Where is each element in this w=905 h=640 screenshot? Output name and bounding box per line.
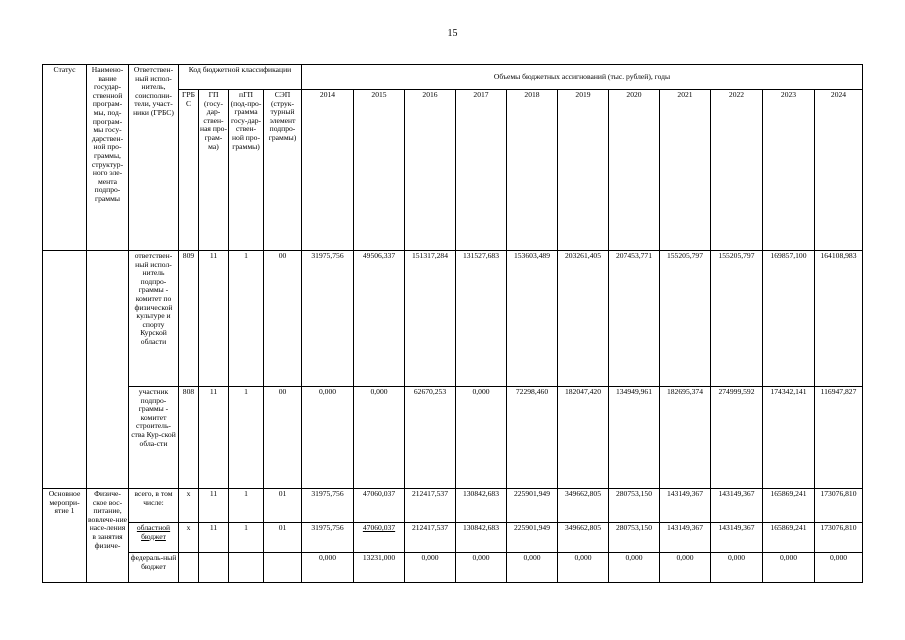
row-name <box>87 251 129 489</box>
header-year: 2023 <box>763 90 815 251</box>
header-code-grbs: ГРБ С <box>179 90 199 251</box>
row-gp: 11 <box>199 523 229 553</box>
header-code-pgp: пГП (под-про-грамма госу-дар-ствен-ной про-граммы) <box>229 90 264 251</box>
row-value: 169857,100 <box>763 251 815 387</box>
row-value: 212417,537 <box>405 523 456 553</box>
row-gp <box>199 553 229 583</box>
row-value: 0,000 <box>405 553 456 583</box>
row-value: 0,000 <box>354 387 405 489</box>
row-gp: 11 <box>199 251 229 387</box>
row-responsible: всего, в том числе: <box>129 489 179 523</box>
header-code-gp: ГП (госу-дар-ствен-ная про-грам-ма) <box>199 90 229 251</box>
row-pgp <box>229 553 264 583</box>
row-gp: 11 <box>199 489 229 523</box>
row-value: 0,000 <box>609 553 660 583</box>
header-code-sep: СЭП (струк-турный элемент подпро-граммы) <box>264 90 302 251</box>
row-value: 131527,683 <box>456 251 507 387</box>
row-value: 165869,241 <box>763 489 815 523</box>
row-pgp: 1 <box>229 489 264 523</box>
row-value: 0,000 <box>558 553 609 583</box>
row-sep: 01 <box>264 489 302 523</box>
row-value: 0,000 <box>815 553 863 583</box>
row-value: 155205,797 <box>660 251 711 387</box>
row-grbs: x <box>179 523 199 553</box>
table-row <box>43 523 863 553</box>
header-year: 2015 <box>354 90 405 251</box>
header-year: 2019 <box>558 90 609 251</box>
header-year: 2014 <box>302 90 354 251</box>
header-status: Статус <box>43 65 87 251</box>
row-value: 274999,592 <box>711 387 763 489</box>
row-value: 143149,367 <box>660 489 711 523</box>
row-value: 0,000 <box>302 387 354 489</box>
header-year: 2020 <box>609 90 660 251</box>
budget-table-wrapper <box>42 64 863 583</box>
header-row-1 <box>43 65 863 90</box>
row-value: 31975,756 <box>302 251 354 387</box>
row-value: 207453,771 <box>609 251 660 387</box>
header-volumes-group: Объемы бюджетных ассигнований (тыс. рублей), годы <box>302 65 863 90</box>
row-value: 349662,805 <box>558 489 609 523</box>
row-value: 0,000 <box>456 387 507 489</box>
row-value: 0,000 <box>302 553 354 583</box>
row-grbs: 808 <box>179 387 199 489</box>
row-responsible: федераль-ный бюджет <box>129 553 179 583</box>
row-gp: 11 <box>199 387 229 489</box>
row-pgp: 1 <box>229 523 264 553</box>
row-value: 49506,337 <box>354 251 405 387</box>
row-status <box>43 251 87 489</box>
row-name: Физиче-ское вос-питание, вовлече-ние насе-ления в занятия физиче- <box>87 489 129 583</box>
row-value: 47060,037 <box>354 489 405 523</box>
row-grbs <box>179 553 199 583</box>
row-value: 182695,374 <box>660 387 711 489</box>
row-responsible: участник подпро-граммы - комитет строитель-ства Кур-ской обла-сти <box>129 387 179 489</box>
row-value: 280753,150 <box>609 489 660 523</box>
row-value: 203261,405 <box>558 251 609 387</box>
row-sep <box>264 553 302 583</box>
row-value: 165869,241 <box>763 523 815 553</box>
row-value: 164108,983 <box>815 251 863 387</box>
row-value: 13231,000 <box>354 553 405 583</box>
row-value: 0,000 <box>507 553 558 583</box>
header-responsible: Ответствен-ный испол-нитель, соисполни-тели, участ-ники (ГРБС) <box>129 65 179 251</box>
row-value: 0,000 <box>456 553 507 583</box>
row-value: 225901,949 <box>507 523 558 553</box>
row-value: 0,000 <box>763 553 815 583</box>
row-value: 174342,141 <box>763 387 815 489</box>
header-year: 2022 <box>711 90 763 251</box>
row-responsible: областной бюджет <box>129 523 179 553</box>
row-value: 151317,284 <box>405 251 456 387</box>
row-value: 143149,367 <box>711 523 763 553</box>
row-value: 130842,683 <box>456 523 507 553</box>
table-row <box>43 553 863 583</box>
budget-table <box>42 64 863 583</box>
page-number: 15 <box>447 28 458 39</box>
header-year: 2018 <box>507 90 558 251</box>
row-status: Основное меропри-ятие 1 <box>43 489 87 583</box>
row-grbs: x <box>179 489 199 523</box>
header-name: Наимено-вание государ-ственной програм-мы, под-програм-мы госу-дарствен-ной про-граммы, структур-ного эле-мента подпро-граммы <box>87 65 129 251</box>
header-year: 2016 <box>405 90 456 251</box>
row-value: 173076,810 <box>815 523 863 553</box>
row-value: 173076,810 <box>815 489 863 523</box>
row-grbs: 809 <box>179 251 199 387</box>
table-row <box>43 387 863 489</box>
row-value: 116947,827 <box>815 387 863 489</box>
row-responsible: ответствен-ный испол-нитель подпро-граммы - комитет по физической культуре и спорту Курской области <box>129 251 179 387</box>
row-value: 153603,489 <box>507 251 558 387</box>
row-value: 130842,683 <box>456 489 507 523</box>
row-sep: 01 <box>264 523 302 553</box>
row-value: 72298,460 <box>507 387 558 489</box>
row-value: 0,000 <box>711 553 763 583</box>
row-value: 31975,756 <box>302 489 354 523</box>
row-value: 62670,253 <box>405 387 456 489</box>
row-value: 0,000 <box>660 553 711 583</box>
row-pgp: 1 <box>229 387 264 489</box>
row-sep: 00 <box>264 387 302 489</box>
row-value: 349662,805 <box>558 523 609 553</box>
row-value: 225901,949 <box>507 489 558 523</box>
row-sep: 00 <box>264 251 302 387</box>
row-pgp: 1 <box>229 251 264 387</box>
row-value: 134949,961 <box>609 387 660 489</box>
header-code-group: Код бюджетной классификации <box>179 65 302 90</box>
header-year: 2017 <box>456 90 507 251</box>
row-value: 143149,367 <box>660 523 711 553</box>
row-value: 31975,756 <box>302 523 354 553</box>
table-row <box>43 489 863 523</box>
row-value: 155205,797 <box>711 251 763 387</box>
row-value: 143149,367 <box>711 489 763 523</box>
header-year: 2021 <box>660 90 711 251</box>
row-value: 280753,150 <box>609 523 660 553</box>
header-year: 2024 <box>815 90 863 251</box>
row-value: 182047,420 <box>558 387 609 489</box>
table-row <box>43 251 863 387</box>
row-value: 212417,537 <box>405 489 456 523</box>
row-value: 47060,037 <box>354 523 405 553</box>
